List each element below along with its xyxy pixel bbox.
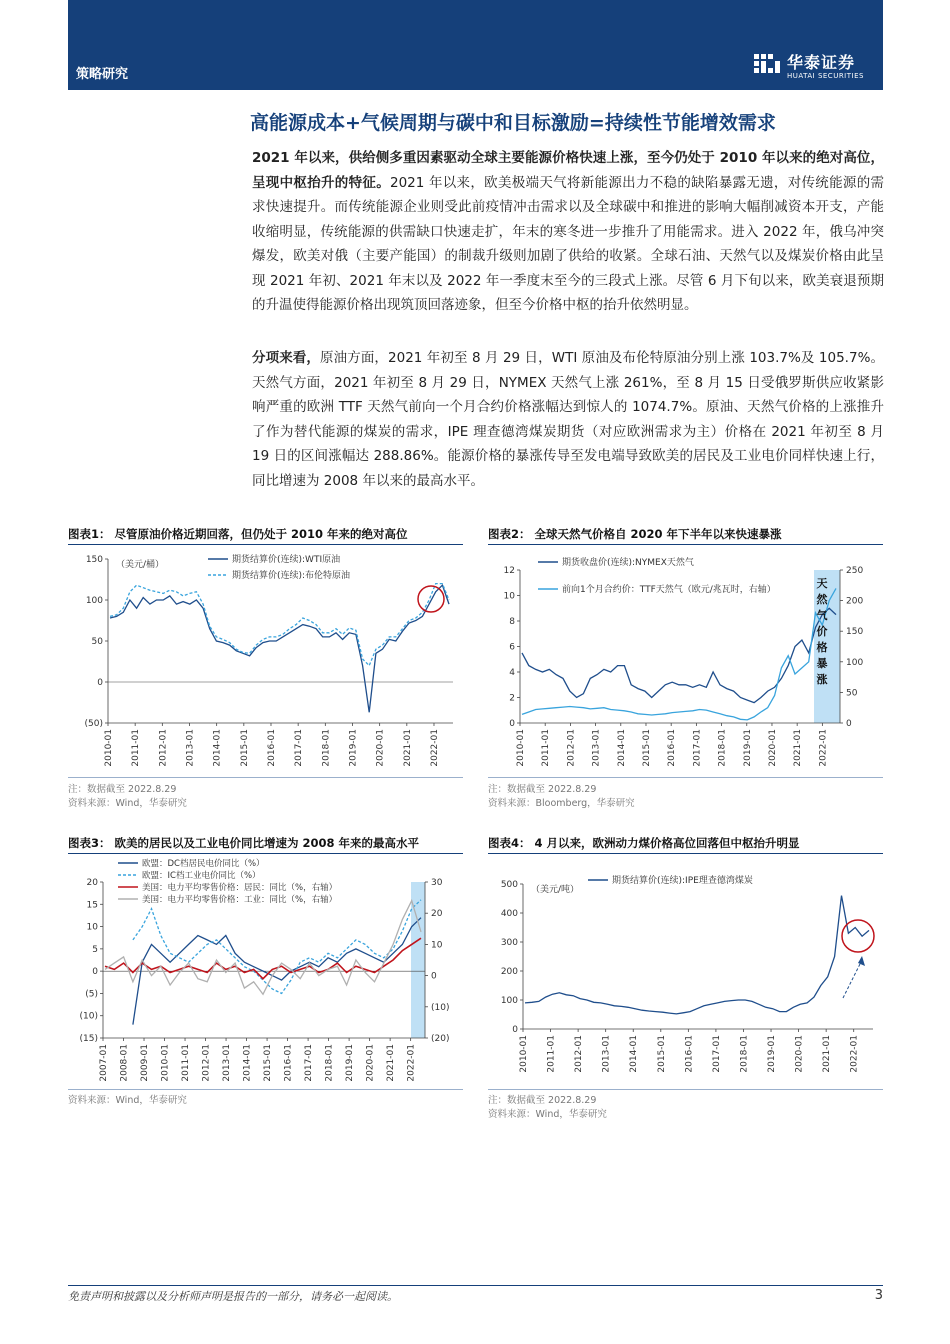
x-tick-label: 2009-01 xyxy=(140,1044,151,1082)
x-tick-label: 2015-01 xyxy=(656,1035,667,1073)
fig2-source: 资料来源：Bloomberg，华泰研究 xyxy=(488,798,635,809)
x-tick-label: 2020-01 xyxy=(767,729,778,767)
fig2-rule xyxy=(488,544,883,545)
paragraph-1-lead: 2021 年以来，供给侧多重因素驱动全球主要能源价格快速上涨，至今仍处于 2010 年以来的绝对高位，呈现中枢抬升的特征。 xyxy=(252,150,884,191)
x-tick-label: 2008-01 xyxy=(119,1044,130,1082)
y2-tick-label: 0 xyxy=(431,971,437,982)
fig4-note: 注：数据截至 2022.8.29 xyxy=(488,1095,597,1106)
highlight-circle xyxy=(418,586,444,612)
y-tick-label: 0 xyxy=(512,1025,518,1035)
x-tick-label: 2020-01 xyxy=(794,1035,805,1073)
footer-disclaimer: 免责声明和披露以及分析师声明是报告的一部分，请务必一起阅读。 xyxy=(68,1290,398,1303)
y-tick-label: 300 xyxy=(500,938,518,948)
y-tick-label: 100 xyxy=(85,596,103,606)
x-tick-label: 2016-01 xyxy=(667,729,678,767)
x-tick-label: 2010-01 xyxy=(516,729,526,767)
x-tick-label: 2021-01 xyxy=(793,729,804,767)
legend-label-0: 期货结算价(连续):IPE理查德湾煤炭 xyxy=(612,876,753,886)
y2-tick-label: 10 xyxy=(431,940,443,951)
x-tick-label: 2019-01 xyxy=(348,729,359,767)
series-line-1 xyxy=(110,584,449,666)
y-tick-label: (5) xyxy=(85,989,98,1000)
unit-label: （美元/吨） xyxy=(531,885,580,895)
x-tick-label: 2017-01 xyxy=(711,1035,722,1073)
annotation-char: 天 xyxy=(816,577,828,590)
fig2-bottom-rule xyxy=(488,777,883,778)
brand-name-en: HUATAI SECURITIES xyxy=(787,72,864,80)
trend-arrow-line xyxy=(843,960,862,998)
unit-label: （美元/桶） xyxy=(116,560,165,570)
x-tick-label: 2018-01 xyxy=(324,1044,335,1082)
x-tick-label: 2010-01 xyxy=(104,729,114,767)
brand-logo xyxy=(753,48,873,84)
x-tick-label: 2015-01 xyxy=(239,729,250,767)
y-tick-label: 200 xyxy=(500,967,518,977)
x-tick-label: 2013-01 xyxy=(185,729,196,767)
paragraph-1-body: 2021 年以来，欧美极端天气将新能源出力不稳的缺陷暴露无遗，对传统能源的需求快速提升。而传统能源企业则受此前疫情冲击需求以及全球碳中和推进的影响大幅削减资本开支，产能收缩明显，传统能源的供需缺口快速走扩，年末的寒冬进一步推升了用能需求。进入 2022 年，俄乌冲突爆发，欧美对俄（主要产能国）的制裁升级则加剧了供给的收紧。全球石油、天然气以及煤炭价格由此呈现 2021 年初、2021 年末以及 2022 年一季度末至今的三段式上涨。尽管 6 月下旬以来，欧美衰退预期的升温使得能源价格出现筑顶回落迹象，但至今价格中枢的抬升依然明显。 xyxy=(252,174,885,313)
x-tick-label: 2017-01 xyxy=(304,1044,315,1082)
x-tick-label: 2012-01 xyxy=(566,729,577,767)
y-tick-label: 0 xyxy=(92,967,98,978)
x-tick-label: 2012-01 xyxy=(158,729,169,767)
brand-name-cn: 华泰证券 xyxy=(787,53,856,72)
annotation-char: 气 xyxy=(816,609,828,622)
y2-tick-label: 250 xyxy=(846,566,864,576)
fig1-bottom-rule xyxy=(68,777,463,778)
legend-label-1: 期货结算价(连续):布伦特原油 xyxy=(232,571,351,581)
x-tick-label: 2021-01 xyxy=(386,1044,397,1082)
y-tick-label: 4 xyxy=(509,668,515,678)
y-tick-label: (10) xyxy=(79,1011,98,1022)
y-tick-label: (15) xyxy=(79,1034,98,1044)
chart-electricity-prices xyxy=(68,856,463,1088)
x-tick-label: 2016-01 xyxy=(684,1035,695,1073)
y-tick-label: 10 xyxy=(86,922,98,933)
x-tick-label: 2010-01 xyxy=(160,1044,171,1082)
y-tick-label: 400 xyxy=(500,909,518,919)
legend-label-0: 期货收盘价(连续):NYMEX天然气 xyxy=(562,558,694,568)
x-tick-label: 2013-01 xyxy=(601,1035,612,1073)
y-tick-label: 20 xyxy=(86,878,98,888)
fig3-source: 资料来源：Wind，华泰研究 xyxy=(68,1095,187,1106)
footer-rule xyxy=(68,1285,883,1286)
series-line-0 xyxy=(110,585,449,712)
fig2-note: 注：数据截至 2022.8.29 xyxy=(488,784,597,795)
legend-label-2: 美国：电力平均零售价格：居民：同比（%，右轴） xyxy=(142,883,338,893)
x-tick-label: 2019-01 xyxy=(742,729,753,767)
fig4-rule xyxy=(488,853,883,854)
y2-tick-label: 20 xyxy=(431,909,443,920)
y-tick-label: 50 xyxy=(91,637,103,647)
x-tick-label: 2020-01 xyxy=(365,1044,376,1082)
chart-oil-prices xyxy=(68,547,463,777)
annotation-char: 格 xyxy=(816,641,828,654)
x-tick-label: 2016-01 xyxy=(283,1044,294,1082)
x-tick-label: 2019-01 xyxy=(345,1044,356,1082)
x-tick-label: 2020-01 xyxy=(375,729,386,767)
fig4-title: 图表4： 4 月以来，欧洲动力煤价格高位回落但中枢抬升明显 xyxy=(488,836,800,850)
x-tick-label: 2016-01 xyxy=(266,729,277,767)
x-tick-label: 2012-01 xyxy=(201,1044,212,1082)
x-tick-label: 2022-01 xyxy=(406,1044,417,1082)
paragraph-2 xyxy=(252,346,884,493)
annotation-char: 然 xyxy=(816,593,828,606)
fig4-source: 资料来源：Wind，华泰研究 xyxy=(488,1109,607,1120)
y-tick-label: 150 xyxy=(85,555,103,565)
x-tick-label: 2018-01 xyxy=(717,729,728,767)
x-tick-label: 2022-01 xyxy=(429,729,440,767)
y2-tick-label: 100 xyxy=(846,657,864,668)
y-tick-label: 15 xyxy=(86,900,98,911)
y-tick-label: 8 xyxy=(509,617,515,627)
y-tick-label: 10 xyxy=(503,591,515,602)
paragraph-2-body: 原油方面，2021 年初至 8 月 29 日，WTI 原油及布伦特原油分别上涨 103.7%及 105.7%。天然气方面，2021 年初至 8 月 29 日，NYMEX 天然气上涨 261%，至 8 月 15 日受俄罗斯供应收紧影响严重的欧洲 TTF 天然气前向一个月合约价格涨幅达到惊人的 1074.7%。原油、天然气价格的上涨推升了作为替代能源的煤炭的需求，IPE 理查德湾煤炭期货（对应欧洲需求为主）价格在 2021 年初至 8 月 19 日的区间涨幅达 288.86%。能源价格的暴涨传导至发电端导致欧美的居民及工业电价同样快速上行，同比增速为 2008 年以来的最高水平。 xyxy=(252,350,884,489)
page-number: 3 xyxy=(874,1288,883,1303)
legend-label-3: 美国：电力平均零售价格：工业：同比（%，右轴） xyxy=(142,895,338,905)
x-tick-label: 2018-01 xyxy=(321,729,332,767)
series-line-1 xyxy=(133,900,421,994)
fig3-rule xyxy=(68,853,463,854)
annotation-char: 涨 xyxy=(816,673,828,686)
chart-gas-prices xyxy=(488,547,883,777)
x-tick-label: 2011-01 xyxy=(181,1044,192,1082)
y-tick-label: 0 xyxy=(509,719,515,729)
annotation-char: 价 xyxy=(816,625,828,638)
x-tick-label: 2014-01 xyxy=(616,729,627,767)
highlight-circle xyxy=(842,920,874,952)
x-tick-label: 2022-01 xyxy=(818,729,829,767)
legend-label-1: 前向1个月合约价：TTF天然气（欧元/兆瓦时，右轴） xyxy=(562,585,776,595)
x-tick-label: 2010-01 xyxy=(519,1035,529,1073)
x-tick-label: 2022-01 xyxy=(849,1035,860,1073)
y2-tick-label: (10) xyxy=(431,1002,450,1013)
y-tick-label: 2 xyxy=(509,693,515,704)
x-tick-label: 2014-01 xyxy=(629,1035,640,1073)
y-tick-label: 12 xyxy=(503,566,515,576)
paragraph-1 xyxy=(252,146,884,318)
x-tick-label: 2021-01 xyxy=(822,1035,833,1073)
section-label: 策略研究 xyxy=(76,67,129,82)
fig4-bottom-rule xyxy=(488,1089,883,1090)
x-tick-label: 2015-01 xyxy=(641,729,652,767)
x-tick-label: 2014-01 xyxy=(242,1044,253,1082)
x-tick-label: 2017-01 xyxy=(294,729,305,767)
fig1-title: 图表1： 尽管原油价格近期回落，但仍处于 2010 年来的绝对高位 xyxy=(68,527,408,541)
fig1-rule xyxy=(68,544,463,545)
brand-logo-icon xyxy=(753,50,781,78)
y-tick-label: 0 xyxy=(97,678,103,688)
series-line-1 xyxy=(522,588,836,720)
series-line-3 xyxy=(105,901,421,995)
y-tick-label: 6 xyxy=(509,642,515,653)
y2-tick-label: (20) xyxy=(431,1034,450,1044)
x-tick-label: 2007-01 xyxy=(99,1044,109,1082)
page-title: 高能源成本+气候周期与碳中和目标激励=持续性节能增效需求 xyxy=(250,112,776,134)
x-tick-label: 2018-01 xyxy=(739,1035,750,1073)
annotation-char: 暴 xyxy=(816,657,828,670)
fig3-title: 图表3： 欧美的居民以及工业电价同比增速为 2008 年来的最高水平 xyxy=(68,836,420,850)
y2-tick-label: 50 xyxy=(846,688,858,699)
y-tick-label: 5 xyxy=(92,944,98,955)
series-line-2 xyxy=(105,938,421,979)
legend-label-0: 期货结算价(连续):WTI原油 xyxy=(232,555,341,565)
x-tick-label: 2017-01 xyxy=(692,729,703,767)
x-tick-label: 2013-01 xyxy=(222,1044,233,1082)
x-tick-label: 2021-01 xyxy=(402,729,413,767)
fig1-note: 注：数据截至 2022.8.29 xyxy=(68,784,177,795)
x-tick-label: 2014-01 xyxy=(212,729,223,767)
fig2-title: 图表2： 全球天然气价格自 2020 年下半年以来快速暴涨 xyxy=(488,527,782,541)
series-line-0 xyxy=(522,608,836,702)
series-line-0 xyxy=(525,896,869,1014)
y-tick-label: 500 xyxy=(500,880,518,890)
x-tick-label: 2011-01 xyxy=(546,1035,557,1073)
x-tick-label: 2011-01 xyxy=(131,729,142,767)
x-tick-label: 2011-01 xyxy=(541,729,552,767)
legend-label-0: 欧盟：DC档居民电价同比（%） xyxy=(142,859,265,869)
fig1-source: 资料来源：Wind，华泰研究 xyxy=(68,798,187,809)
chart-coal-prices xyxy=(488,856,883,1088)
x-tick-label: 2019-01 xyxy=(767,1035,778,1073)
paragraph-2-lead: 分项来看， xyxy=(252,350,321,366)
trend-arrow-head xyxy=(858,956,865,966)
y2-tick-label: 30 xyxy=(431,878,443,888)
y-tick-label: (50) xyxy=(84,719,103,729)
legend-label-1: 欧盟：IC档工业电价同比（%） xyxy=(142,871,261,881)
fig3-bottom-rule xyxy=(68,1089,463,1090)
y2-tick-label: 200 xyxy=(846,596,864,607)
y2-tick-label: 0 xyxy=(846,719,852,729)
y2-tick-label: 150 xyxy=(846,627,864,638)
y-tick-label: 100 xyxy=(500,996,518,1006)
x-tick-label: 2015-01 xyxy=(263,1044,274,1082)
x-tick-label: 2013-01 xyxy=(591,729,602,767)
header-bar xyxy=(68,0,883,90)
x-tick-label: 2012-01 xyxy=(574,1035,585,1073)
